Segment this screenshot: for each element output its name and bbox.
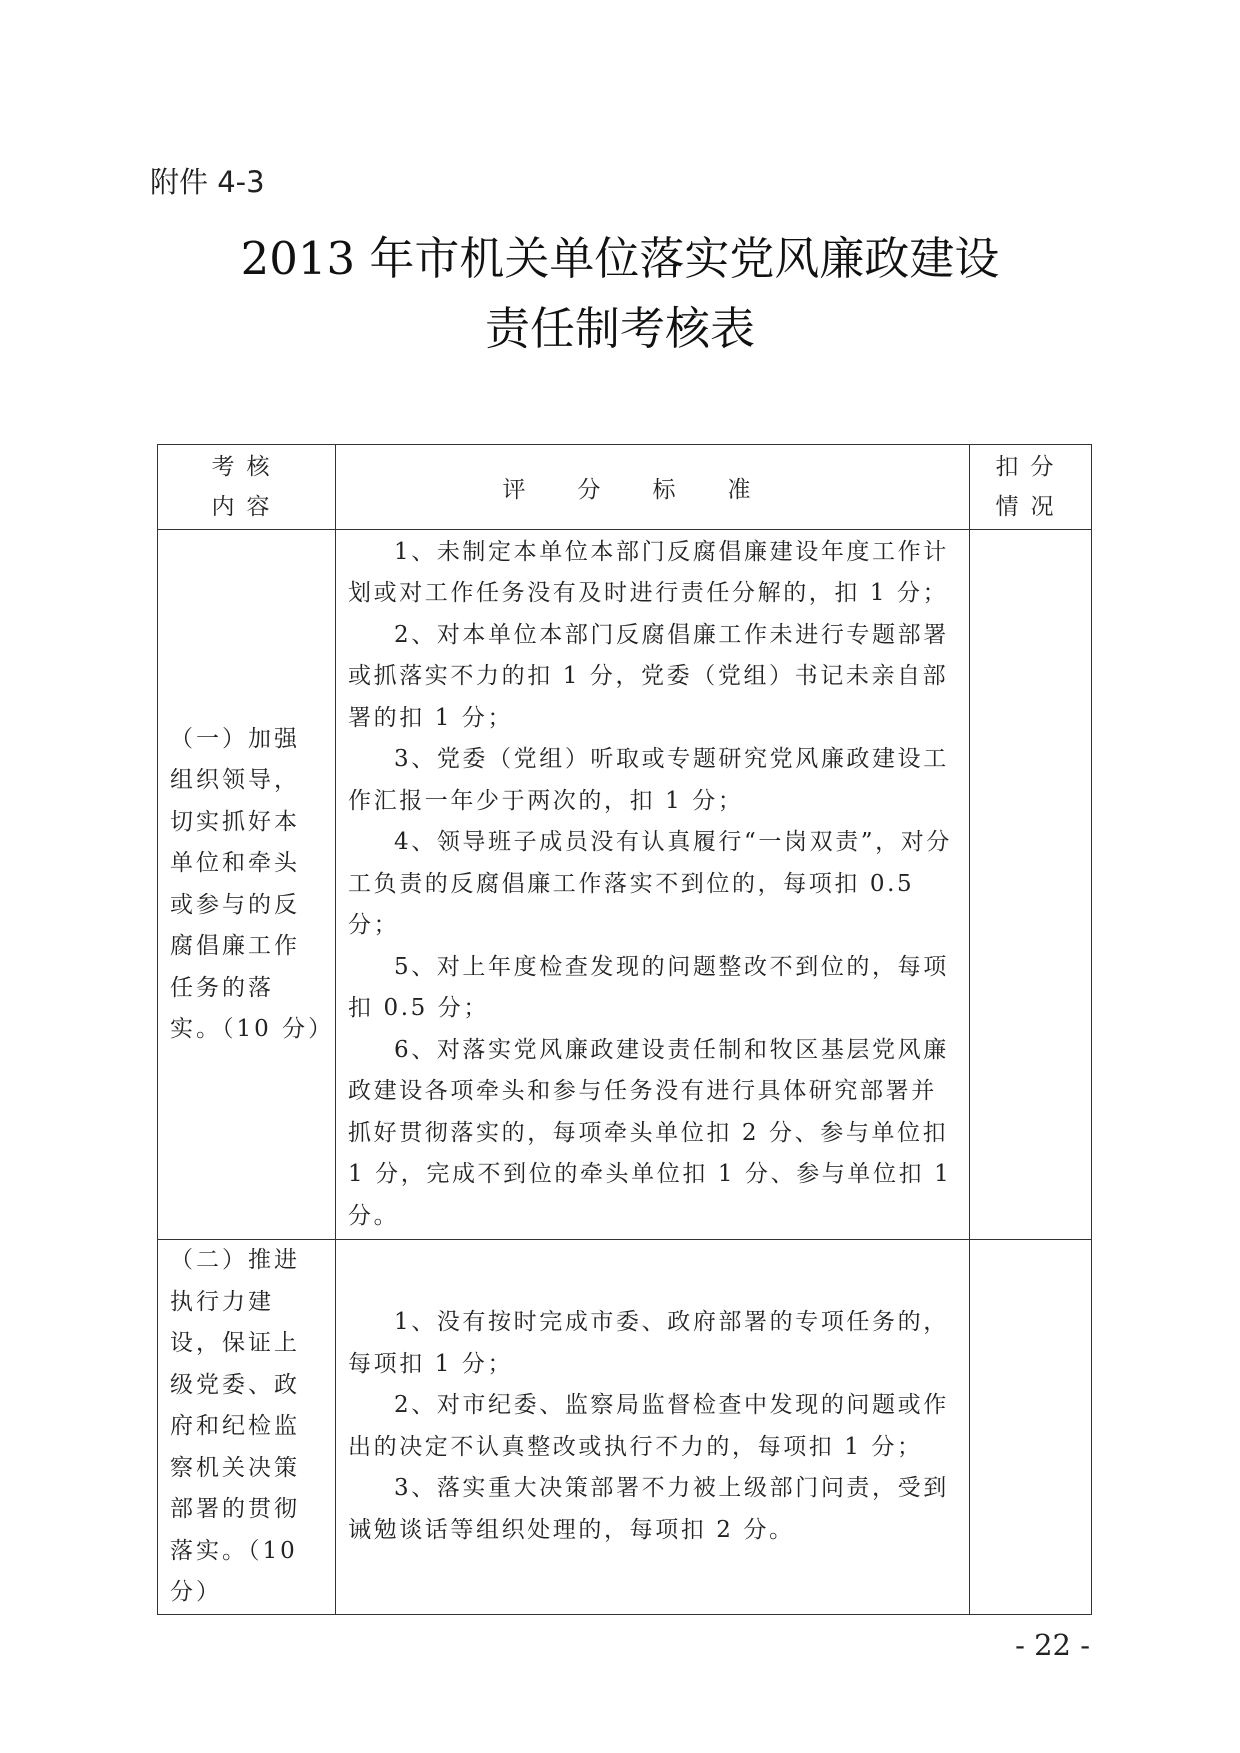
header-deduction-line1: 扣分 (995, 454, 1066, 480)
criteria-item: 4、领导班子成员没有认真履行“一岗双责”，对分工负责的反腐倡廉工作落实不到位的，每项扣 0.5 分； (348, 829, 952, 939)
row-content: （一）加强组织领导，切实抓好本单位和牵头或参与的反腐倡廉工作任务的落实。（10 分） (158, 530, 336, 1240)
attachment-label: 附件 4-3 (150, 165, 265, 199)
criteria-item: 3、落实重大决策部署不力被上级部门问责，受到诫勉谈话等组织处理的，每项扣 2 分。 (348, 1475, 949, 1543)
header-criteria-label: 评分标准 (502, 476, 803, 503)
header-content-line1: 考核 (211, 454, 282, 480)
document-title-line2: 责任制考核表 (484, 302, 755, 355)
row-criteria (336, 530, 970, 1240)
page-number: - 22 - (1015, 1628, 1090, 1662)
criteria-item: 3、党委（党组）听取或专题研究党风廉政建设工作汇报一年少于两次的，扣 1 分； (348, 746, 949, 814)
table-row (158, 1240, 1092, 1615)
row-content: （二）推进执行力建设，保证上级党委、政府和纪检监察机关决策部署的贯彻落实。（10 分） (158, 1240, 336, 1615)
header-content-line2: 内容 (211, 494, 282, 520)
criteria-item: 6、对落实党风廉政建设责任制和牧区基层党风廉政建设各项牵头和参与任务没有进行具体研究部署并抓好贯彻落实的，每项牵头单位扣 2 分、参与单位扣 1 分，完成不到位的牵头单位扣 1 分、参与单位扣 1 分。 (348, 1036, 952, 1229)
criteria-item: 5、对上年度检查发现的问题整改不到位的，每项扣 0.5 分； (348, 953, 949, 1022)
table-row (158, 530, 1092, 1240)
row-deduction (970, 530, 1092, 1240)
document-title-line1: 2013 年市机关单位落实党风廉政建设 (240, 232, 1000, 285)
criteria-item: 2、对本单位本部门反腐倡廉工作未进行专题部署或抓落实不力的扣 1 分，党委（党组）书记未亲自部署的扣 1 分； (348, 621, 949, 731)
criteria-item: 1、未制定本单位本部门反腐倡廉建设年度工作计划或对工作任务没有及时进行责任分解的，扣 1 分； (348, 538, 949, 607)
table-header-row (158, 445, 1092, 530)
criteria-item: 2、对市纪委、监察局监督检查中发现的问题或作出的决定不认真整改或执行不力的，每项扣 1 分； (348, 1392, 949, 1460)
header-deduction-line2: 情况 (995, 494, 1066, 520)
row-criteria (336, 1240, 970, 1615)
header-deduction (970, 445, 1092, 530)
row-deduction (970, 1240, 1092, 1615)
criteria-item: 1、没有按时完成市委、政府部署的专项任务的，每项扣 1 分； (348, 1309, 949, 1377)
header-content (158, 445, 336, 530)
assessment-table (157, 444, 1092, 1615)
header-criteria (336, 445, 970, 530)
